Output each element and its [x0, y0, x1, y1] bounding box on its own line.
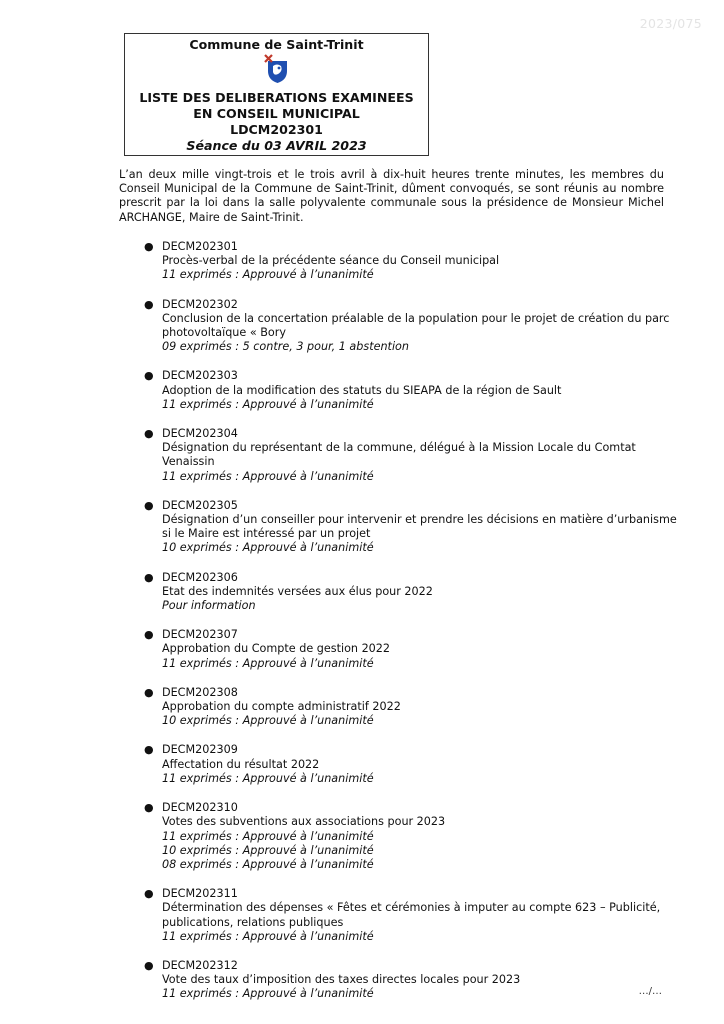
- bullet-icon: ●: [144, 498, 154, 512]
- bullet-icon: ●: [144, 570, 154, 584]
- header-code: LDCM202301: [230, 122, 323, 137]
- list-item: [140, 743, 680, 786]
- coat-of-arms-icon: [263, 54, 291, 84]
- list-item: [140, 499, 680, 556]
- list-item: [140, 240, 680, 283]
- deliberation-title: Procès-verbal de la précédente séance du Conseil municipal: [162, 254, 500, 268]
- deliberation-vote: 10 exprimés : Approuvé à l’unanimité: [162, 714, 374, 728]
- header-title-line2: EN CONSEIL MUNICIPAL: [193, 106, 360, 121]
- bullet-icon: ●: [144, 685, 154, 699]
- session-date: Séance du 03 AVRIL 2023: [186, 138, 367, 153]
- bullet-icon: ●: [144, 743, 154, 757]
- deliberation-vote: 11 exprimés : Approuvé à l’unanimité: [162, 397, 374, 411]
- deliberation-vote: 09 exprimés : 5 contre, 3 pour, 1 abstention: [162, 340, 409, 354]
- deliberation-code: DECM202306: [162, 570, 238, 584]
- deliberation-title: Conclusion de la concertation préalable de la population pour le projet de création du parc photovoltaïque « Bory: [162, 311, 670, 340]
- header-title-line1: LISTE DES DELIBERATIONS EXAMINEES: [139, 90, 414, 105]
- commune-name: Commune de Saint-Trinit: [189, 37, 364, 52]
- deliberation-vote: 11 exprimés : Approuvé à l’unanimité: [162, 656, 374, 670]
- deliberation-code: DECM202312: [162, 958, 238, 972]
- deliberation-code: DECM202303: [162, 369, 238, 383]
- bullet-icon: ●: [144, 801, 154, 815]
- deliberation-code: DECM202308: [162, 685, 238, 699]
- deliberation-title: Etat des indemnités versées aux élus pour 2022: [162, 584, 433, 598]
- deliberation-code: DECM202309: [162, 743, 238, 757]
- deliberation-title: Votes des subventions aux associations pour 2023: [162, 815, 446, 829]
- deliberation-title: Adoption de la modification des statuts du SIEAPA de la région de Sault: [162, 383, 562, 397]
- bullet-icon: ●: [144, 628, 154, 642]
- deliberation-vote: 11 exprimés : Approuvé à l’unanimité: [162, 987, 374, 1001]
- intro-paragraph: L’an deux mille vingt-trois et le trois avril à dix-huit heures trente minutes, les membres du Conseil Municipal de la Commune de Saint-Trinit, dûment convoqués, se sont réunis au nombre prescrit par la loi dans la salle polyvalente communale sous la présidence de Monsieur Michel ARCHANGE, Maire de Saint-Trinit.: [119, 168, 664, 224]
- deliberation-title: Approbation du Compte de gestion 2022: [162, 642, 391, 656]
- deliberation-vote: Pour information: [162, 599, 256, 613]
- bullet-icon: ●: [144, 369, 154, 383]
- bullet-icon: ●: [144, 887, 154, 901]
- list-item: [140, 959, 680, 1002]
- deliberation-vote: 10 exprimés : Approuvé à l’unanimité: [162, 541, 374, 555]
- deliberation-title: Affectation du résultat 2022: [162, 757, 320, 771]
- list-item: [140, 628, 680, 671]
- deliberation-code: DECM202305: [162, 498, 238, 512]
- list-item: [140, 571, 680, 614]
- deliberation-code: DECM202311: [162, 887, 238, 901]
- deliberation-vote: 11 exprimés : Approuvé à l’unanimité: [162, 829, 374, 843]
- bullet-icon: ●: [144, 240, 154, 253]
- deliberation-code: DECM202302: [162, 297, 238, 311]
- list-item: [140, 801, 680, 872]
- deliberation-title: Approbation du compte administratif 2022: [162, 700, 401, 714]
- deliberation-vote: 08 exprimés : Approuvé à l’unanimité: [162, 857, 374, 871]
- deliberation-title: Détermination des dépenses « Fêtes et cérémonies à imputer au compte 623 – Publicité, publications, relations publiques: [162, 901, 661, 929]
- bullet-icon: ●: [144, 958, 154, 972]
- list-item: [140, 887, 680, 944]
- deliberation-vote: 11 exprimés : Approuvé à l’unanimité: [162, 929, 374, 943]
- deliberation-code: DECM202301: [162, 240, 238, 253]
- list-item: [140, 369, 680, 412]
- deliberation-code: DECM202304: [162, 427, 238, 441]
- deliberation-vote: 11 exprimés : Approuvé à l’unanimité: [162, 469, 374, 483]
- deliberation-vote: 10 exprimés : Approuvé à l’unanimité: [162, 843, 374, 857]
- deliberation-vote: 11 exprimés : Approuvé à l’unanimité: [162, 771, 374, 785]
- deliberation-list: [140, 240, 680, 1002]
- list-item: [140, 686, 680, 729]
- document-stamp: 2023/075: [639, 16, 702, 31]
- deliberation-title: Désignation du représentant de la commune, délégué à la Mission Locale du Comtat Venaissin: [162, 441, 636, 469]
- deliberation-code: DECM202310: [162, 801, 238, 815]
- bullet-icon: ●: [144, 427, 154, 441]
- list-item: [140, 298, 680, 355]
- bullet-icon: ●: [144, 297, 154, 311]
- header-box: [124, 33, 429, 156]
- deliberation-code: DECM202307: [162, 628, 238, 642]
- list-item: [140, 427, 680, 484]
- deliberation-title: Vote des taux d’imposition des taxes directes locales pour 2023: [162, 973, 521, 987]
- page-continuation: …/…: [638, 986, 662, 997]
- deliberation-vote: 11 exprimés : Approuvé à l’unanimité: [162, 268, 374, 282]
- deliberation-title: Désignation d’un conseiller pour intervenir et prendre les décisions en matière d’urbanisme si le Maire est intéressé par un projet: [162, 513, 677, 541]
